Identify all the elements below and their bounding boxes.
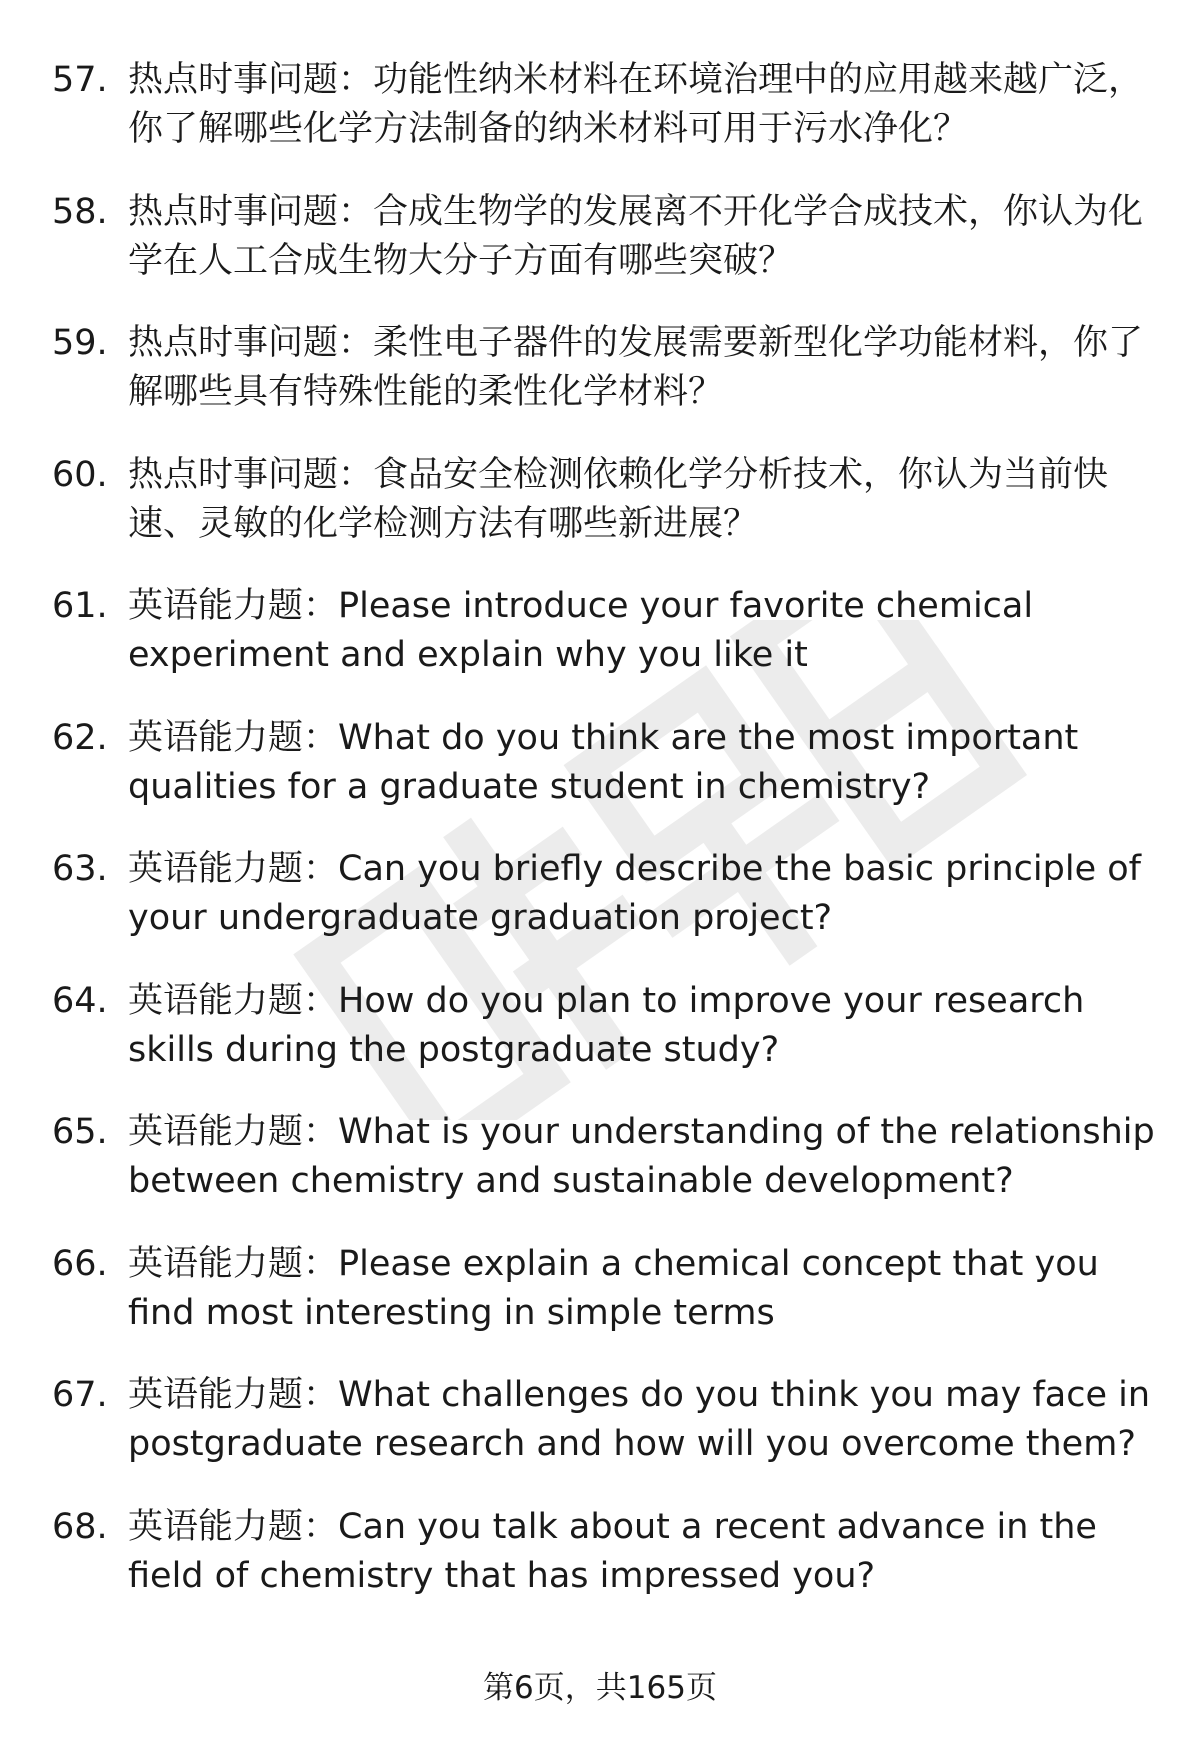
question-text: 英语能力题：Can you briefly describe the basic principle of your undergraduate graduation project?	[128, 849, 1141, 938]
question-text: 英语能力题：Please introduce your favorite chemical experiment and explain why you like it	[128, 586, 1034, 675]
question-list	[52, 56, 1162, 1634]
question-item	[52, 451, 1162, 583]
question-text: 英语能力题：Can you talk about a recent advance in the field of chemistry that has impressed you?	[128, 1506, 1097, 1596]
question-item	[52, 1503, 1162, 1635]
question-number: 65.	[52, 1112, 108, 1152]
page-footer: 第6页，共165页	[483, 1670, 717, 1706]
question-item	[52, 1240, 1162, 1372]
question-text: 热点时事问题：食品安全检测依赖化学分析技术，你认为当前快速、灵敏的化学检测方法有哪些新进展？	[128, 454, 1109, 544]
question-text: 英语能力题：What challenges do you think you may face in postgraduate research and how will you overcome them?	[128, 1375, 1151, 1464]
question-item	[52, 714, 1162, 846]
question-number: 67.	[52, 1375, 108, 1415]
question-number: 68.	[52, 1506, 108, 1547]
question-number: 61.	[52, 586, 108, 626]
question-text: 热点时事问题：合成生物学的发展离不开化学合成技术，你认为化学在人工合成生物大分子方面有哪些突破？	[128, 191, 1144, 281]
question-item	[52, 582, 1162, 714]
question-item	[52, 977, 1162, 1109]
question-number: 60.	[52, 454, 108, 495]
question-number: 66.	[52, 1243, 108, 1284]
question-item	[52, 845, 1162, 977]
question-text: 英语能力题：Please explain a chemical concept that you find most interesting in simple terms	[128, 1243, 1099, 1333]
question-number: 58.	[52, 191, 108, 232]
question-text: 热点时事问题：功能性纳米材料在环境治理中的应用越来越广泛，你了解哪些化学方法制备的纳米材料可用于污水净化？	[128, 60, 1144, 149]
question-item	[52, 1108, 1162, 1240]
question-text: 英语能力题：What do you think are the most important qualities for a graduate student in chemistry?	[128, 717, 1079, 807]
question-item	[52, 319, 1162, 451]
question-number: 64.	[52, 980, 108, 1021]
question-text: 英语能力题：What is your understanding of the relationship between chemistry and sustainable development?	[128, 1112, 1155, 1201]
question-number: 57.	[52, 60, 108, 100]
question-item	[52, 56, 1162, 188]
question-number: 62.	[52, 717, 108, 758]
question-number: 63.	[52, 849, 108, 889]
question-text: 英语能力题：How do you plan to improve your research skills during the postgraduate study?	[128, 980, 1085, 1070]
question-number: 59.	[52, 323, 108, 363]
question-item	[52, 188, 1162, 320]
question-item	[52, 1371, 1162, 1503]
question-text: 热点时事问题：柔性电子器件的发展需要新型化学功能材料，你了解哪些具有特殊性能的柔性化学材料？	[128, 323, 1144, 412]
